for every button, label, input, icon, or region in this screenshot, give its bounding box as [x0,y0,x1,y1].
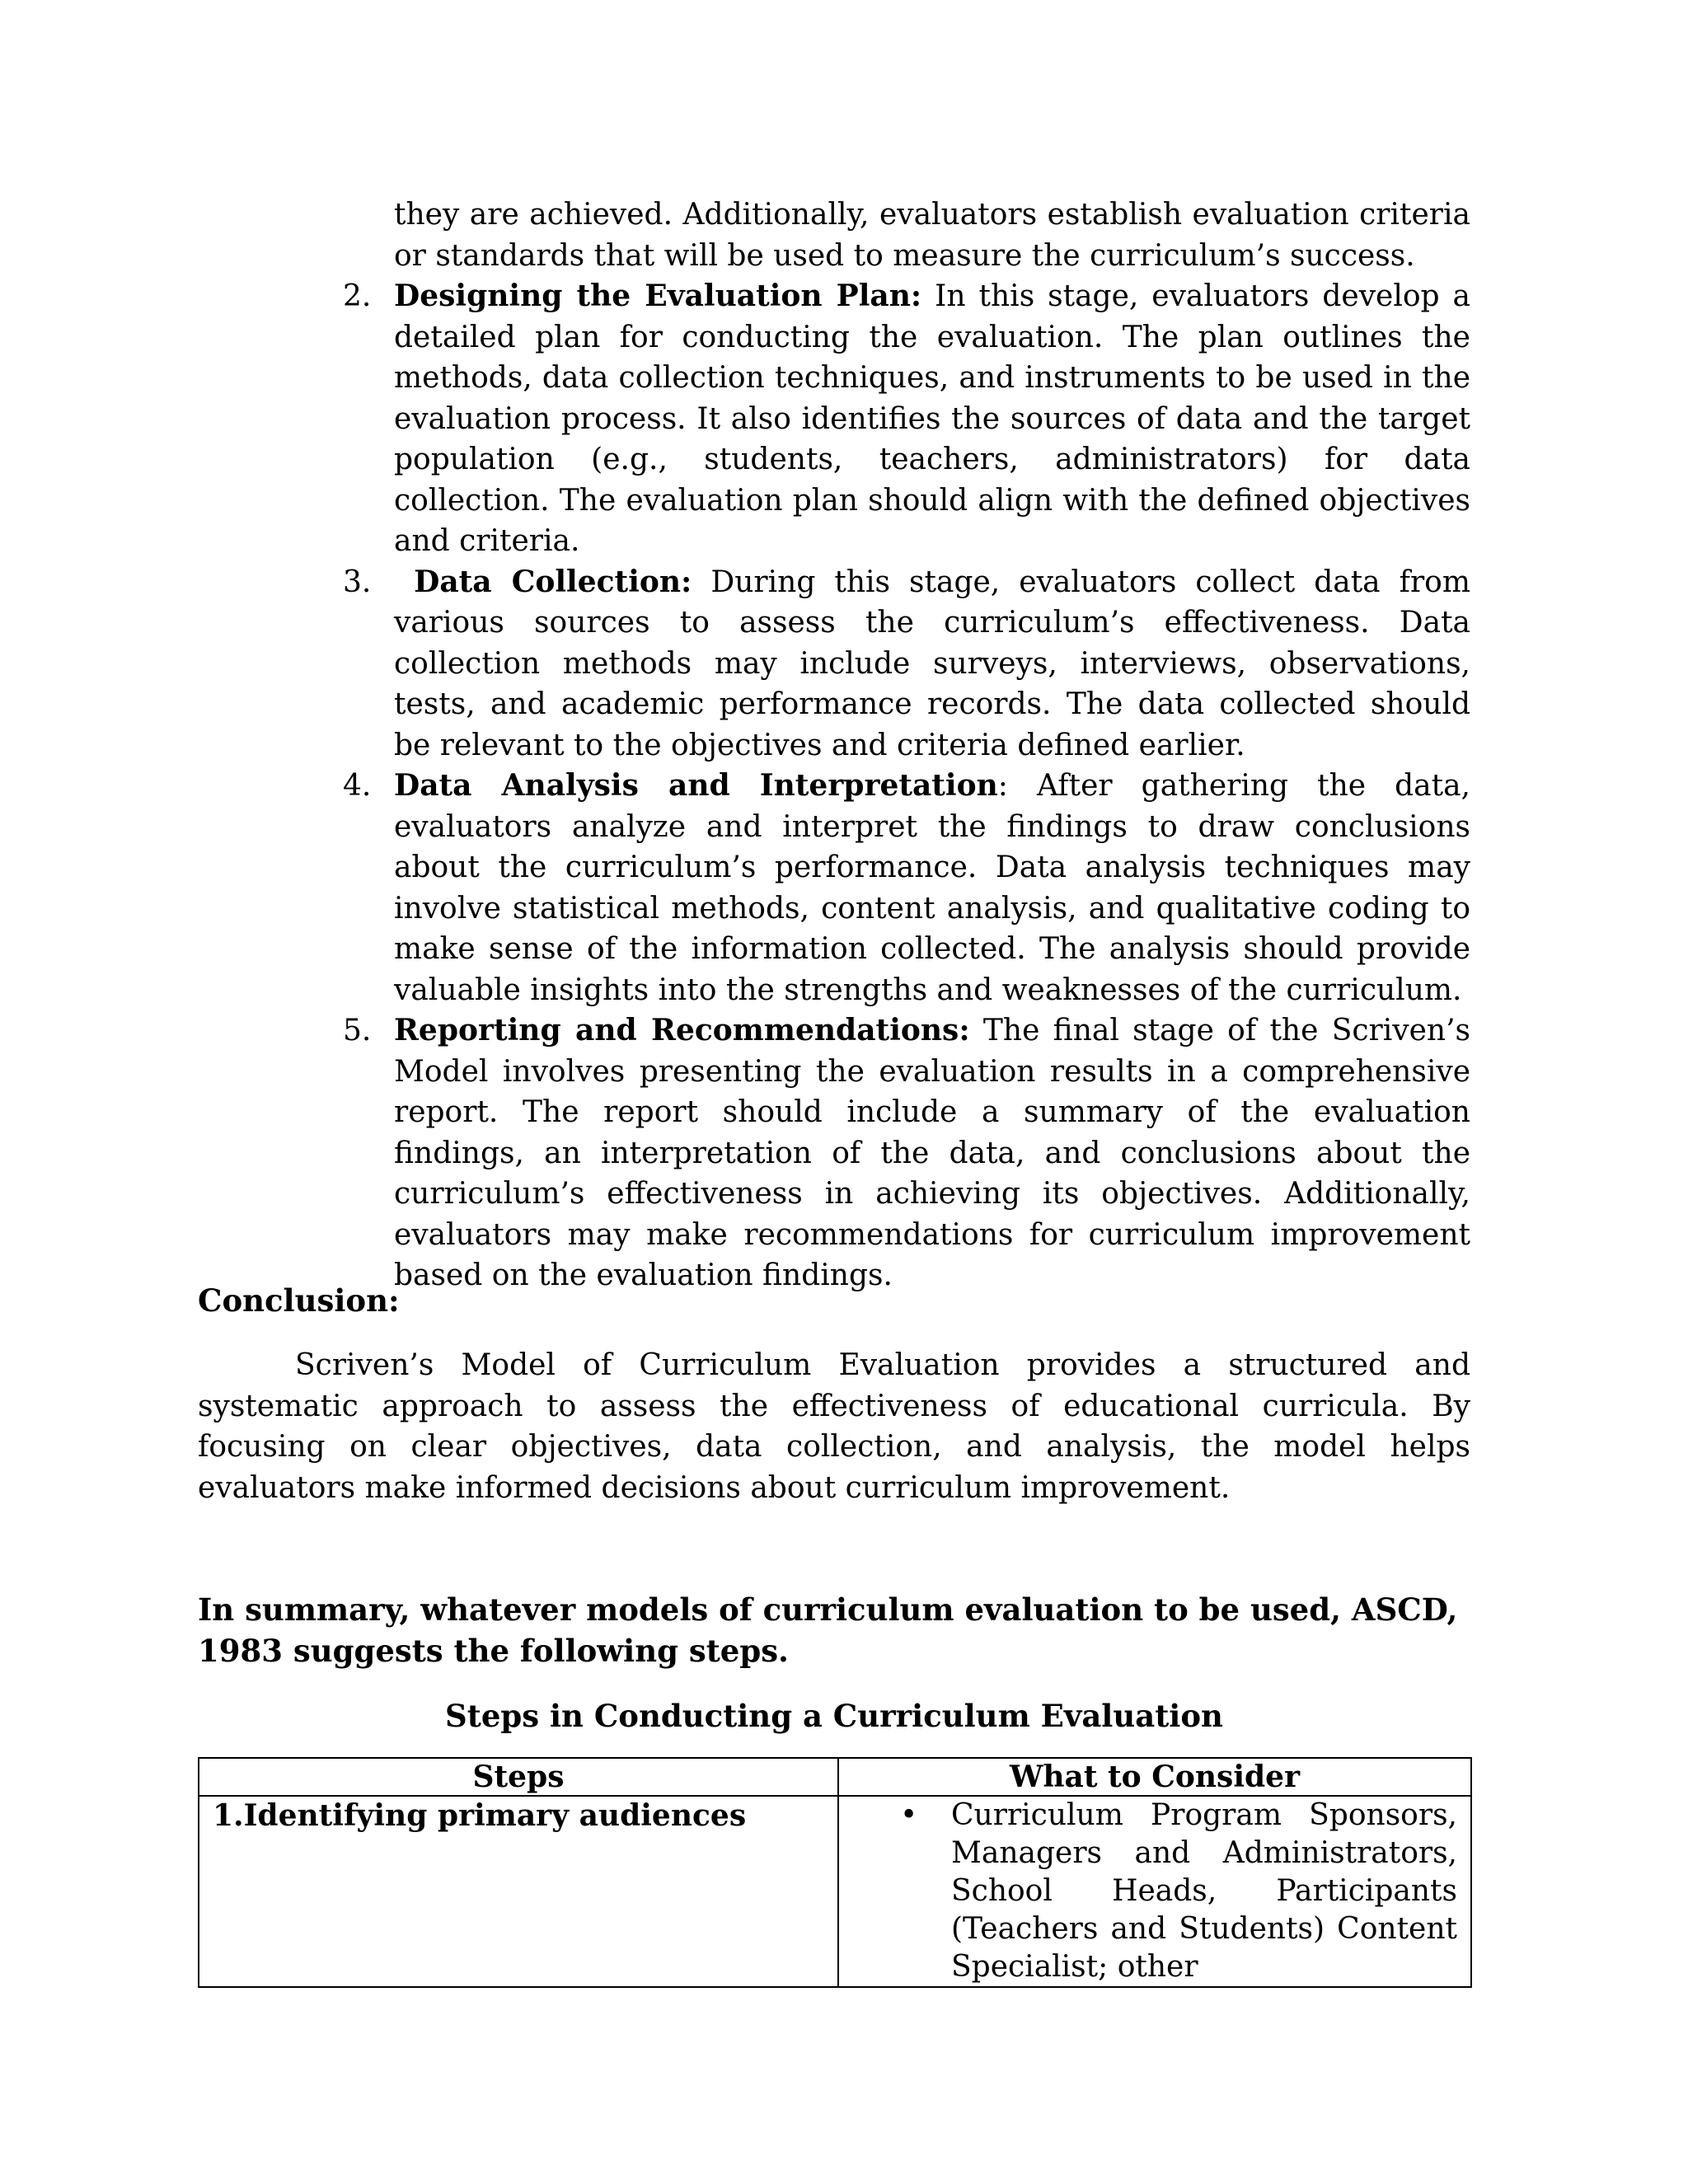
conclusion-paragraph: Scriven’s Model of Curriculum Evaluation provides a structured and systematic approach to assess the effectiveness of educational curricula. By focusing on clear objectives, data collection, and analysis, the model helps evaluators make informed decisions about curriculum improvement. [198,1348,1470,1505]
list-item [330,562,1470,766]
conclusion-heading: Conclusion: [198,1282,400,1319]
consider-cell [838,1796,1471,1987]
list-item-title: Designing the Evaluation Plan: [394,279,922,313]
bullet-text: Curriculum Program Sponsors, Managers and Administrators, School Heads, Participants (Teachers and Students) Content Specialist; other [951,1798,1457,1984]
evaluation-stages-list [330,276,1470,1296]
step-cell: 1.Identifying primary audiences [199,1796,838,1987]
list-item-text: During this stage, evaluators collect data from various sources to assess the curriculum’s effectiveness. Data collection methods may include surveys, interviews, observations, tests, and academic performance records. The data collected should be relevant to the objectives and criteria defined earlier. [394,565,1470,762]
list-item-text: : After gathering the data, evaluators analyze and interpret the findings to draw conclusions about the curriculum’s performance. Data analysis techniques may involve statistical methods, content analysis, and qualitative coding to make sense of the information collected. The analysis should provide valuable insights into the strengths and weaknesses of the curriculum. [394,769,1470,1007]
list-item-text: In this stage, evaluators develop a detailed plan for conducting the evaluation. The plan outlines the methods, data collection techniques, and instruments to be used in the evaluation process. It also identifies the sources of data and the target population (e.g., students, teachers, administrators) for data collection. The evaluation plan should align with the defined objectives and criteria. [394,279,1470,558]
list-item [330,1010,1470,1296]
summary-heading: In summary, whatever models of curriculum evaluation to be used, ASCD, 1983 suggests the following steps. [198,1591,1458,1669]
list-item [330,276,1470,562]
steps-table [198,1757,1472,1988]
list-item-number: 4. [343,769,372,803]
continuation-paragraph: they are achieved. Additionally, evaluators establish evaluation criteria or standards that will be used to measure the curriculum’s success. [394,198,1470,273]
list-item-text: The final stage of the Scriven’s Model involves presenting the evaluation results in a comprehensive report. The report should include a summary of the evaluation findings, an interpretation of the data, and conclusions about the curriculum’s effectiveness in achieving its objectives. Additionally, evaluators may make recommendations for curriculum improvement based on the evaluation findings. [394,1014,1470,1292]
bullet-icon: • [900,1798,918,1832]
list-item-title: Data Analysis and Interpretation [394,768,998,803]
list-item-number: 5. [343,1014,372,1047]
table-row [199,1796,1471,1987]
list-item [330,766,1470,1010]
list-item-title: Reporting and Recommendations: [394,1013,970,1047]
steps-column-header: Steps [199,1758,838,1796]
list-item-title: Data Collection: [394,564,692,599]
list-item-number: 2. [343,279,372,313]
list-item-number: 3. [343,565,372,599]
bullet-item [889,1797,1457,1986]
consider-column-header: What to Consider [838,1758,1471,1796]
table-header-row [199,1758,1471,1796]
table-title: Steps in Conducting a Curriculum Evaluation [445,1698,1223,1734]
